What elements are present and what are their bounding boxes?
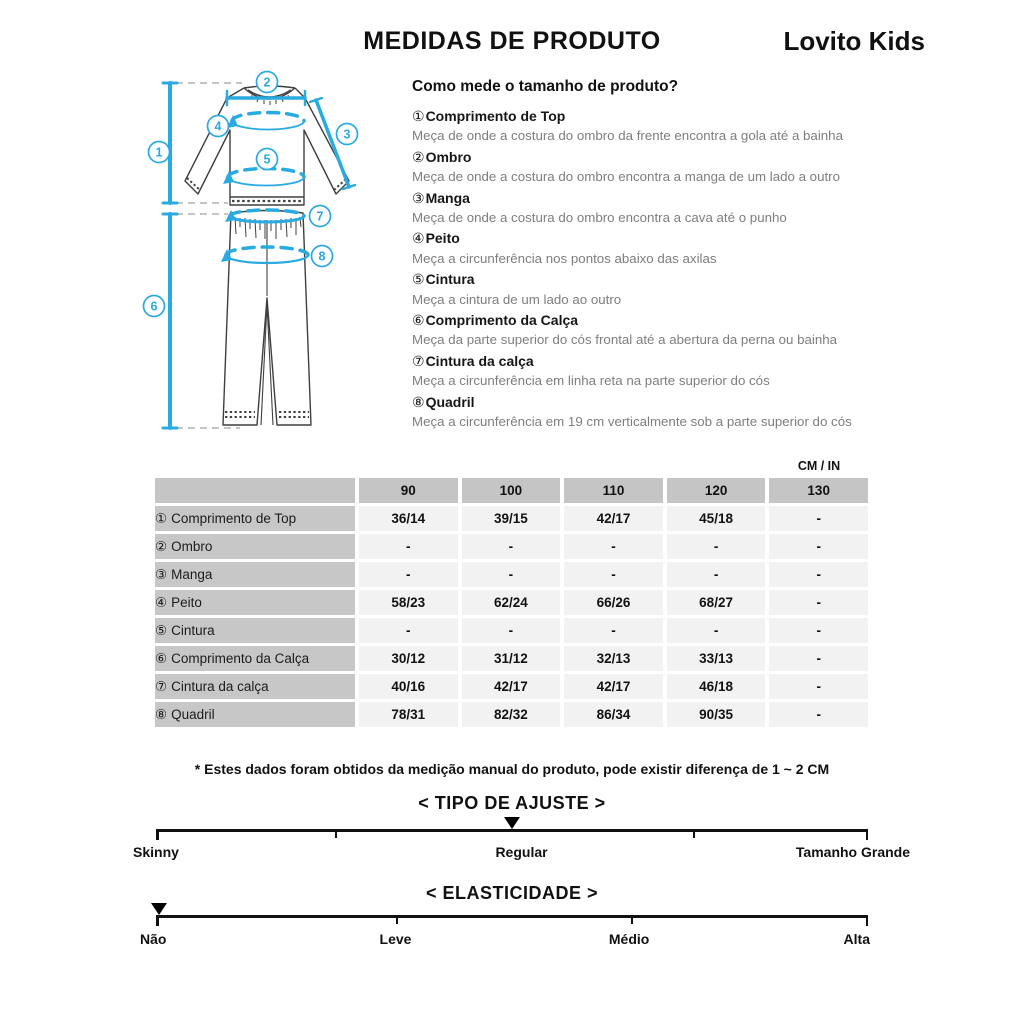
diagram-badge-2: 2	[263, 75, 271, 90]
cell-value: 45/18	[667, 506, 766, 531]
diagram-badge-7: 7	[316, 209, 324, 224]
fit-scale-tick	[335, 829, 337, 838]
row-label: ① Comprimento de Top	[155, 506, 355, 531]
cell-value: -	[462, 534, 561, 559]
cell-value: 30/12	[359, 646, 458, 671]
cell-value: -	[769, 562, 868, 587]
cell-value: 32/13	[564, 646, 663, 671]
cell-value: 82/32	[462, 702, 561, 727]
cell-value: -	[769, 534, 868, 559]
fit-scale-tick	[693, 829, 695, 838]
cell-value: -	[769, 618, 868, 643]
cell-value: -	[769, 506, 868, 531]
row-label: ③ Manga	[155, 562, 355, 587]
cell-value: -	[564, 534, 663, 559]
fit-label-regular: Regular	[495, 844, 548, 860]
row-label: ④ Peito	[155, 590, 355, 615]
cell-value: -	[769, 646, 868, 671]
table-row	[155, 506, 868, 531]
cell-value: 90/35	[667, 702, 766, 727]
cell-value: -	[667, 562, 766, 587]
elasticity-scale-labels	[140, 931, 870, 951]
elasticity-label-leve: Leve	[379, 931, 412, 947]
cell-value: 62/24	[462, 590, 561, 615]
elasticity-scale-heading: < ELASTICIDADE >	[425, 883, 599, 903]
garment-measurement-diagram	[138, 64, 403, 459]
row-label: ⑧ Quadril	[155, 702, 355, 727]
row-label: ⑥ Comprimento da Calça	[155, 646, 355, 671]
cell-value: -	[564, 618, 663, 643]
diagram-badge-5: 5	[263, 152, 271, 167]
cell-value: -	[462, 618, 561, 643]
cell-value: -	[769, 674, 868, 699]
cell-value: 86/34	[564, 702, 663, 727]
fit-scale-track	[156, 829, 868, 842]
fit-label-tamanho-grande: Tamanho Grande	[795, 844, 910, 860]
instruction-item: ③Manga Meça de onde a costura do ombro encontra a cava até o punho	[412, 189, 787, 226]
measure-instructions	[412, 78, 912, 433]
table-row	[155, 590, 868, 615]
size-column-header: 90	[359, 478, 458, 503]
row-label: ② Ombro	[155, 534, 355, 559]
cell-value: 42/17	[564, 506, 663, 531]
cell-value: 66/26	[564, 590, 663, 615]
elasticity-label-medio: Médio	[608, 931, 650, 947]
instruction-item: ①Comprimento de Top Meça de onde a costura do ombro da frente encontra a gola até a bainha	[412, 108, 843, 144]
elasticity-scale-endcap-left	[156, 915, 159, 926]
brand-logo: Lovito Kids	[783, 26, 925, 56]
cell-value: 68/27	[667, 590, 766, 615]
table-corner-cell	[155, 478, 355, 503]
cell-value: 42/17	[462, 674, 561, 699]
cell-value: 33/13	[667, 646, 766, 671]
cell-value: 78/31	[359, 702, 458, 727]
instructions-heading: Como mede o tamanho de produto?	[412, 78, 679, 95]
instruction-item: ⑦Cintura da calça Meça a circunferência em linha reta na parte superior do cós	[412, 352, 770, 389]
cell-value: -	[564, 562, 663, 587]
table-row	[155, 534, 868, 559]
size-column-header: 100	[462, 478, 561, 503]
elasticity-scale-track	[156, 915, 868, 928]
cell-value: -	[667, 618, 766, 643]
fit-scale-marker	[504, 817, 520, 829]
table-row	[155, 618, 868, 643]
cell-value: 46/18	[667, 674, 766, 699]
unit-label: CM / IN	[797, 459, 841, 473]
fit-scale-endcap-right	[866, 829, 869, 840]
fit-scale-endcap-left	[156, 829, 159, 840]
cell-value: -	[462, 562, 561, 587]
size-table	[151, 475, 872, 730]
elasticity-scale-tick	[631, 915, 633, 924]
fit-scale-labels	[133, 844, 910, 864]
cell-value: -	[769, 590, 868, 615]
cell-value: -	[359, 618, 458, 643]
cell-value: -	[667, 534, 766, 559]
cell-value: 31/12	[462, 646, 561, 671]
size-column-header: 130	[769, 478, 868, 503]
instruction-item: ⑤Cintura Meça a cintura de um lado ao outro	[412, 271, 622, 307]
elasticity-scale-endcap-right	[866, 915, 869, 926]
diagram-badge-3: 3	[343, 127, 351, 142]
elasticity-scale-line	[156, 915, 868, 918]
row-label: ⑤ Cintura	[155, 618, 355, 643]
diagram-badge-4: 4	[214, 119, 222, 134]
cell-value: 42/17	[564, 674, 663, 699]
instruction-item: ②Ombro Meça de onde a costura do ombro encontra a manga de um lado a outro	[412, 148, 840, 185]
instruction-item: ⑧Quadril Meça a circunferência em 19 cm verticalmente sob a parte superior do cós	[412, 393, 852, 430]
cell-value: 39/15	[462, 506, 561, 531]
cell-value: -	[359, 534, 458, 559]
cell-value: 36/14	[359, 506, 458, 531]
diagram-badge-6: 6	[150, 299, 158, 314]
cell-value: -	[359, 562, 458, 587]
table-row	[155, 674, 868, 699]
table-row	[155, 646, 868, 671]
instruction-item: ④Peito Meça a circunferência nos pontos abaixo das axilas	[412, 230, 717, 266]
fit-scale-heading: < TIPO DE AJUSTE >	[418, 793, 606, 813]
size-table-header-row	[155, 478, 868, 503]
size-column-header: 110	[564, 478, 663, 503]
elasticity-scale-tick	[396, 915, 398, 924]
cell-value: -	[769, 702, 868, 727]
page-title: MEDIDAS DE PRODUTO	[363, 27, 661, 55]
instruction-item: ⑥Comprimento da Calça Meça da parte superior do cós frontal até a abertura da perna ou bainha	[412, 312, 838, 348]
diagram-badge-1: 1	[155, 145, 163, 160]
elasticity-scale-marker	[151, 903, 167, 915]
diagram-badge-8: 8	[318, 249, 326, 264]
cell-value: 58/23	[359, 590, 458, 615]
elasticity-label-alta: Alta	[843, 931, 870, 947]
measurement-disclaimer: * Estes dados foram obtidos da medição manual do produto, pode existir diferença de 1 ~ 2 CM	[194, 761, 830, 777]
cell-value: 40/16	[359, 674, 458, 699]
table-row	[155, 562, 868, 587]
fit-label-skinny: Skinny	[133, 844, 179, 860]
size-column-header: 120	[667, 478, 766, 503]
row-label: ⑦ Cintura da calça	[155, 674, 355, 699]
elasticity-label-nao: Não	[140, 931, 167, 947]
table-row	[155, 702, 868, 727]
fit-scale-line	[156, 829, 868, 832]
